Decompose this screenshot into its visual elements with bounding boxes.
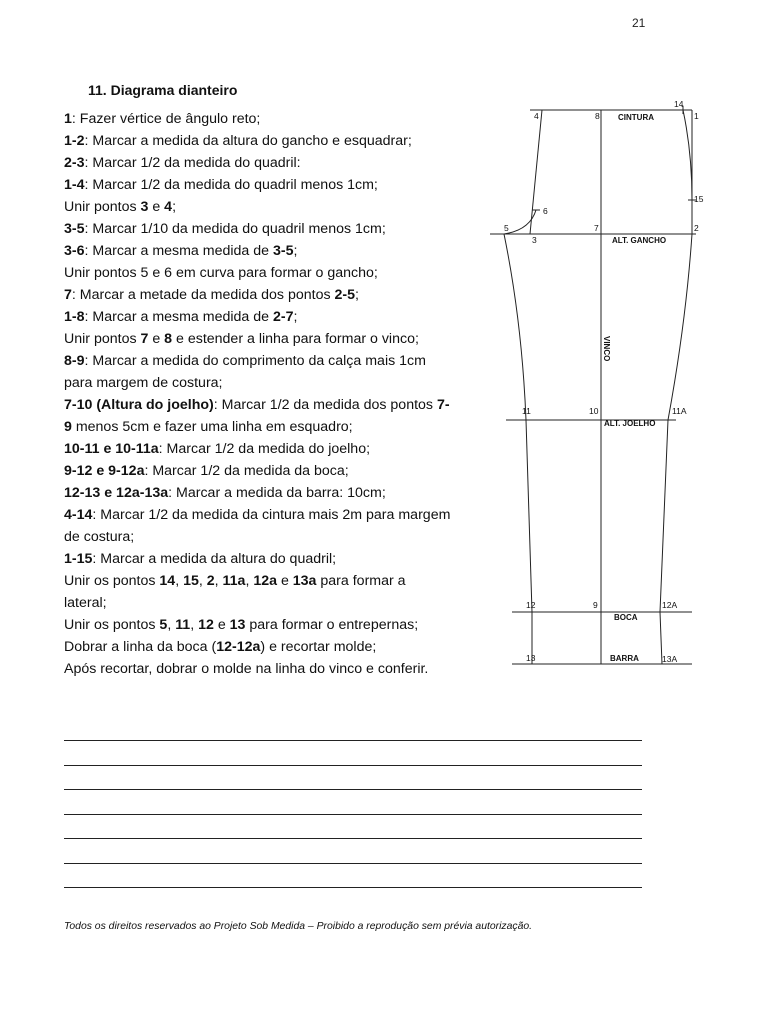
instruction-line: 7-10 (Altura do joelho): Marcar 1/2 da medida dos pontos 7-: [64, 397, 450, 413]
instruction-line: 3-6: Marcar a mesma medida de 3-5;: [64, 243, 298, 259]
instruction-line: 3-5: Marcar 1/10 da medida do quadril menos 1cm;: [64, 221, 386, 237]
instruction-line: Unir os pontos 5, 11, 12 e 13 para formar o entrepernas;: [64, 617, 419, 633]
trouser-front-pattern-diagram: [486, 92, 708, 684]
instruction-line: Unir pontos 7 e 8 e estender a linha para formar o vinco;: [64, 331, 419, 347]
point-11a-label: 11A: [672, 406, 687, 416]
instruction-line: 1: Fazer vértice de ângulo reto;: [64, 111, 261, 127]
blank-writing-line: [64, 740, 642, 741]
instruction-line: 4-14: Marcar 1/2 da medida da cintura mais 2m para margem: [64, 507, 451, 523]
instruction-line: 10-11 e 10-11a: Marcar 1/2 da medida do joelho;: [64, 441, 371, 457]
waist-label: CINTURA: [618, 113, 654, 122]
instruction-line: 1-8: Marcar a mesma medida de 2-7;: [64, 309, 298, 325]
point-15-label: 15: [694, 194, 704, 204]
point-9-label: 9: [593, 600, 598, 610]
instruction-line: 9-12 e 9-12a: Marcar 1/2 da medida da boca;: [64, 463, 349, 479]
instruction-line: 7: Marcar a metade da medida dos pontos 2-5;: [64, 287, 359, 303]
point-4-label: 4: [534, 111, 539, 121]
instruction-line: Após recortar, dobrar o molde na linha do vinco e conferir.: [64, 661, 429, 677]
point-14-label: 14: [674, 99, 684, 109]
blank-writing-line: [64, 838, 642, 839]
instruction-line: 8-9: Marcar a medida do comprimento da calça mais 1cm: [64, 353, 426, 369]
instruction-line: de costura;: [64, 529, 135, 545]
point-7-label: 7: [594, 223, 599, 233]
side-seam-line: [660, 110, 692, 664]
instruction-line: para margem de costura;: [64, 375, 223, 391]
line-3-4: [530, 110, 542, 234]
point-11-label: 11: [522, 406, 531, 416]
instruction-line: Unir pontos 3 e 4;: [64, 199, 177, 215]
point-5-label: 5: [504, 223, 509, 233]
blank-writing-line: [64, 863, 642, 864]
instruction-line: Dobrar a linha da boca (12-12a) e recortar molde;: [64, 639, 377, 655]
writing-lines: [64, 740, 642, 912]
point-2-label: 2: [694, 223, 699, 233]
point-12-label: 12: [526, 600, 536, 610]
instruction-line: 1-2: Marcar a medida da altura do gancho e esquadrar;: [64, 133, 412, 149]
blank-writing-line: [64, 814, 642, 815]
blank-writing-line: [64, 765, 642, 766]
instruction-line: Unir os pontos 14, 15, 2, 11a, 12a e 13a para formar a: [64, 573, 406, 589]
blank-writing-line: [64, 887, 642, 888]
instruction-line: 9 menos 5cm e fazer uma linha em esquadro;: [64, 419, 353, 435]
cuff-label: BARRA: [610, 654, 639, 663]
blank-writing-line: [64, 789, 642, 790]
instruction-line: 1-4: Marcar 1/2 da medida do quadril menos 1cm;: [64, 177, 378, 193]
point-13-label: 13: [526, 653, 536, 663]
hem-label: BOCA: [614, 613, 638, 622]
point-13a-label: 13A: [662, 654, 678, 664]
knee-label: ALT. JOELHO: [604, 419, 656, 428]
point-8-label: 8: [595, 111, 600, 121]
point-3-label: 3: [532, 235, 537, 245]
point-1-label: 1: [694, 111, 699, 121]
instruction-list: [64, 108, 492, 680]
point-12a-label: 12A: [662, 600, 678, 610]
instruction-line: 2-3: Marcar 1/2 da medida do quadril:: [64, 155, 301, 171]
copyright-footer: Todos os direitos reservados ao Projeto Sob Medida – Proibido a reprodução sem prévia autorização.: [64, 921, 533, 932]
instruction-line: Unir pontos 5 e 6 em curva para formar o gancho;: [64, 265, 378, 281]
instruction-line: lateral;: [64, 595, 107, 611]
crotch-depth-label: ALT. GANCHO: [612, 236, 667, 245]
section-heading: 11. Diagrama dianteiro: [88, 82, 238, 98]
crease-label: VINCO: [602, 336, 611, 362]
point-6-label: 6: [543, 206, 548, 216]
instruction-line: 12-13 e 12a-13a: Marcar a medida da barra: 10cm;: [64, 485, 386, 501]
point-10-label: 10: [589, 406, 599, 416]
page-number: 21: [632, 16, 646, 30]
instruction-line: 1-15: Marcar a medida da altura do quadril;: [64, 551, 337, 567]
